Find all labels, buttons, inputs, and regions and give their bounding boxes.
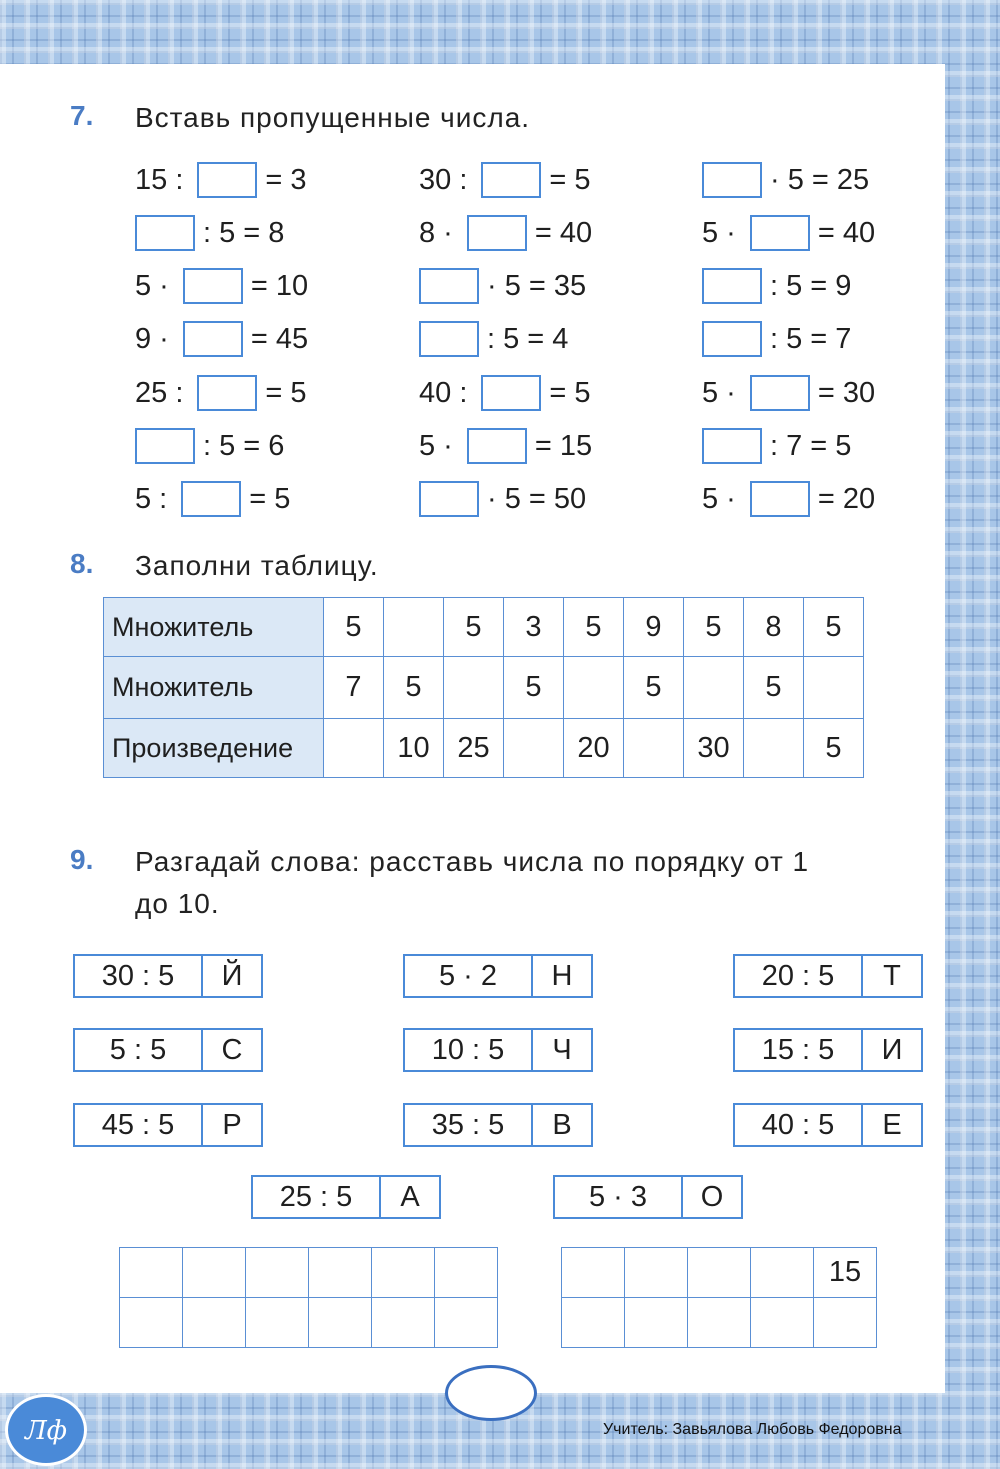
answer-box[interactable]	[467, 428, 527, 464]
grid-cell[interactable]	[309, 1298, 372, 1348]
table-cell: 5	[324, 598, 384, 657]
answer-box[interactable]	[702, 321, 762, 357]
page-number-oval	[445, 1365, 537, 1421]
equation	[135, 321, 308, 357]
grid-row	[120, 1298, 498, 1348]
table-cell: 7	[324, 657, 384, 719]
answer-box[interactable]	[750, 375, 810, 411]
equation-left: 40 :	[419, 376, 468, 409]
equation-right: : 5 = 6	[203, 429, 285, 462]
card-expression: 30 : 5	[75, 956, 203, 996]
row-label: Множитель	[104, 657, 324, 719]
task7-title: Вставь пропущенные числа.	[135, 102, 531, 133]
table-cell[interactable]	[744, 719, 804, 778]
equation	[419, 321, 568, 357]
answer-box[interactable]	[481, 162, 541, 198]
grid-cell[interactable]	[435, 1298, 498, 1348]
equation-right: · 5 = 25	[770, 163, 870, 196]
table-cell[interactable]	[564, 657, 624, 719]
table-cell: 9	[624, 598, 684, 657]
table-cell: 5	[384, 657, 444, 719]
card-expression: 10 : 5	[405, 1030, 533, 1070]
equation-right: : 7 = 5	[770, 429, 852, 462]
table-cell: 25	[444, 719, 504, 778]
grid-cell[interactable]	[435, 1248, 498, 1298]
svg-text:Лф: Лф	[24, 1416, 68, 1446]
equation-right: = 5	[249, 482, 291, 515]
table-cell: 10	[384, 719, 444, 778]
table-cell[interactable]	[504, 719, 564, 778]
card-expression: 5 · 2	[405, 956, 533, 996]
grid-cell[interactable]	[372, 1298, 435, 1348]
word-card	[733, 954, 923, 998]
card-expression: 45 : 5	[75, 1105, 203, 1145]
equation-right: : 5 = 8	[203, 216, 285, 249]
card-letter: Е	[882, 1108, 902, 1141]
equation-right: = 40	[817, 216, 876, 249]
answer-box[interactable]	[750, 215, 810, 251]
answer-box[interactable]	[183, 321, 243, 357]
equation-right: : 5 = 4	[487, 322, 569, 355]
answer-box[interactable]	[197, 162, 257, 198]
grid-cell[interactable]	[246, 1298, 309, 1348]
equation	[135, 162, 307, 198]
answer-box[interactable]	[419, 481, 479, 517]
answer-grid-left	[119, 1247, 498, 1348]
equation	[419, 268, 586, 304]
card-expression: 20 : 5	[735, 956, 863, 996]
card-expression: 15 : 5	[735, 1030, 863, 1070]
task9-title-line1: Разгадай слова: расставь числа по порядку от 1	[135, 846, 810, 877]
multiplication-table	[103, 597, 864, 778]
answer-box[interactable]	[183, 268, 243, 304]
equation	[419, 162, 591, 198]
card-letter: С	[221, 1033, 243, 1066]
equation-left: 15 :	[135, 163, 184, 196]
equation	[702, 375, 875, 411]
table-cell[interactable]	[324, 719, 384, 778]
equation-right: = 3	[265, 163, 307, 196]
equation-right: = 40	[534, 216, 593, 249]
card-expression: 5 : 5	[75, 1030, 203, 1070]
answer-box[interactable]	[702, 268, 762, 304]
task8-title: Заполни таблицу.	[135, 550, 379, 581]
publisher-logo	[5, 1394, 87, 1466]
word-card	[73, 954, 263, 998]
equation	[135, 481, 290, 517]
equation-right: = 20	[817, 482, 876, 515]
equation	[702, 321, 851, 357]
grid-cell[interactable]	[246, 1248, 309, 1298]
grid-cell[interactable]	[562, 1298, 625, 1348]
card-letter: А	[400, 1180, 420, 1213]
grid-cell[interactable]	[120, 1248, 183, 1298]
equation	[419, 428, 592, 464]
equation	[702, 162, 869, 198]
equation-right: = 5	[549, 163, 591, 196]
equation-right: : 5 = 7	[770, 322, 852, 355]
grid-cell[interactable]	[751, 1298, 814, 1348]
task9-title-line2: до 10.	[135, 888, 220, 919]
grid-cell[interactable]	[814, 1298, 877, 1348]
grid-cell[interactable]	[688, 1248, 751, 1298]
word-card	[403, 1028, 593, 1072]
grid-cell: 15	[814, 1248, 877, 1298]
equation	[135, 268, 308, 304]
card-letter: Т	[883, 959, 901, 992]
equation-left: 5 ·	[419, 429, 453, 462]
card-letter: О	[700, 1180, 724, 1213]
table-cell: 5	[504, 657, 564, 719]
equation-left: 9 ·	[135, 322, 169, 355]
equation-left: 30 :	[419, 163, 468, 196]
answer-grid-right	[561, 1247, 877, 1348]
teacher-credit: Учитель: Завьялова Любовь Федоровна	[603, 1421, 902, 1438]
table-cell: 30	[684, 719, 744, 778]
task7-number: 7.	[70, 100, 94, 131]
table-row	[104, 657, 864, 719]
grid-cell[interactable]	[309, 1248, 372, 1298]
card-expression: 5 · 3	[555, 1177, 683, 1217]
table-cell: 5	[684, 598, 744, 657]
word-card	[733, 1028, 923, 1072]
equation-right: = 10	[250, 269, 309, 302]
grid-cell[interactable]	[120, 1298, 183, 1348]
card-letter: Н	[551, 959, 573, 992]
equation-right: = 5	[265, 376, 307, 409]
answer-box[interactable]	[419, 321, 479, 357]
grid-cell[interactable]	[372, 1248, 435, 1298]
equation-left: 5 ·	[702, 482, 736, 515]
grid-cell[interactable]	[183, 1298, 246, 1348]
equation	[702, 268, 851, 304]
row-label: Множитель	[104, 598, 324, 657]
equation	[419, 215, 592, 251]
word-card	[403, 1103, 593, 1147]
equation	[135, 215, 284, 251]
card-letter: Ч	[552, 1033, 572, 1066]
table-cell[interactable]	[444, 657, 504, 719]
answer-box[interactable]	[135, 428, 195, 464]
card-letter: В	[552, 1108, 572, 1141]
card-expression: 35 : 5	[405, 1105, 533, 1145]
answer-box[interactable]	[702, 428, 762, 464]
grid-cell[interactable]	[625, 1298, 688, 1348]
word-card	[73, 1028, 263, 1072]
answer-box[interactable]	[702, 162, 762, 198]
equation-left: 5 ·	[702, 376, 736, 409]
equation	[702, 428, 851, 464]
grid-cell[interactable]	[751, 1248, 814, 1298]
grid-cell[interactable]	[562, 1248, 625, 1298]
word-card	[553, 1175, 743, 1219]
grid-cell[interactable]	[625, 1248, 688, 1298]
equation-left: 5 ·	[702, 216, 736, 249]
table-cell: 20	[564, 719, 624, 778]
equation	[419, 375, 591, 411]
answer-box[interactable]	[419, 268, 479, 304]
equation	[702, 481, 875, 517]
logo-monogram-icon	[8, 1397, 84, 1463]
equation-left: 5 :	[135, 482, 168, 515]
grid-row	[562, 1248, 877, 1298]
table-cell[interactable]	[384, 598, 444, 657]
card-letter: Й	[221, 959, 243, 992]
table-cell: 5	[564, 598, 624, 657]
equation-left: 25 :	[135, 376, 184, 409]
row-label: Произведение	[104, 719, 324, 778]
grid-cell[interactable]	[183, 1248, 246, 1298]
card-letter: И	[881, 1033, 903, 1066]
table-cell: 5	[624, 657, 684, 719]
equation-right: = 45	[250, 322, 309, 355]
equation	[135, 428, 284, 464]
equation-left: 8 ·	[419, 216, 453, 249]
answer-box[interactable]	[467, 215, 527, 251]
equation-right: · 5 = 50	[487, 482, 587, 515]
answer-box[interactable]	[181, 481, 241, 517]
table-cell: 5	[444, 598, 504, 657]
equation	[702, 215, 875, 251]
word-card	[403, 954, 593, 998]
table-row	[104, 598, 864, 657]
card-letter: Р	[222, 1108, 242, 1141]
table-cell: 5	[744, 657, 804, 719]
equation	[135, 375, 307, 411]
card-expression: 40 : 5	[735, 1105, 863, 1145]
table-row	[104, 719, 864, 778]
grid-row	[120, 1248, 498, 1298]
equation-right: = 15	[534, 429, 593, 462]
grid-row	[562, 1298, 877, 1348]
table-cell: 5	[804, 719, 864, 778]
task8-number: 8.	[70, 548, 94, 579]
equation-right: : 5 = 9	[770, 269, 852, 302]
equation-right: = 5	[549, 376, 591, 409]
grid-cell[interactable]	[688, 1298, 751, 1348]
task9-number: 9.	[70, 844, 94, 875]
table-cell[interactable]	[804, 657, 864, 719]
equation-left: 5 ·	[135, 269, 169, 302]
equation-right: = 30	[817, 376, 876, 409]
answer-box[interactable]	[197, 375, 257, 411]
card-expression: 25 : 5	[253, 1177, 381, 1217]
word-card	[251, 1175, 441, 1219]
word-card	[733, 1103, 923, 1147]
answer-box[interactable]	[750, 481, 810, 517]
table-cell: 8	[744, 598, 804, 657]
table-cell[interactable]	[684, 657, 744, 719]
table-cell[interactable]	[624, 719, 684, 778]
table-cell: 3	[504, 598, 564, 657]
answer-box[interactable]	[481, 375, 541, 411]
answer-box[interactable]	[135, 215, 195, 251]
equation-right: · 5 = 35	[487, 269, 587, 302]
word-card	[73, 1103, 263, 1147]
table-cell: 5	[804, 598, 864, 657]
equation	[419, 481, 586, 517]
